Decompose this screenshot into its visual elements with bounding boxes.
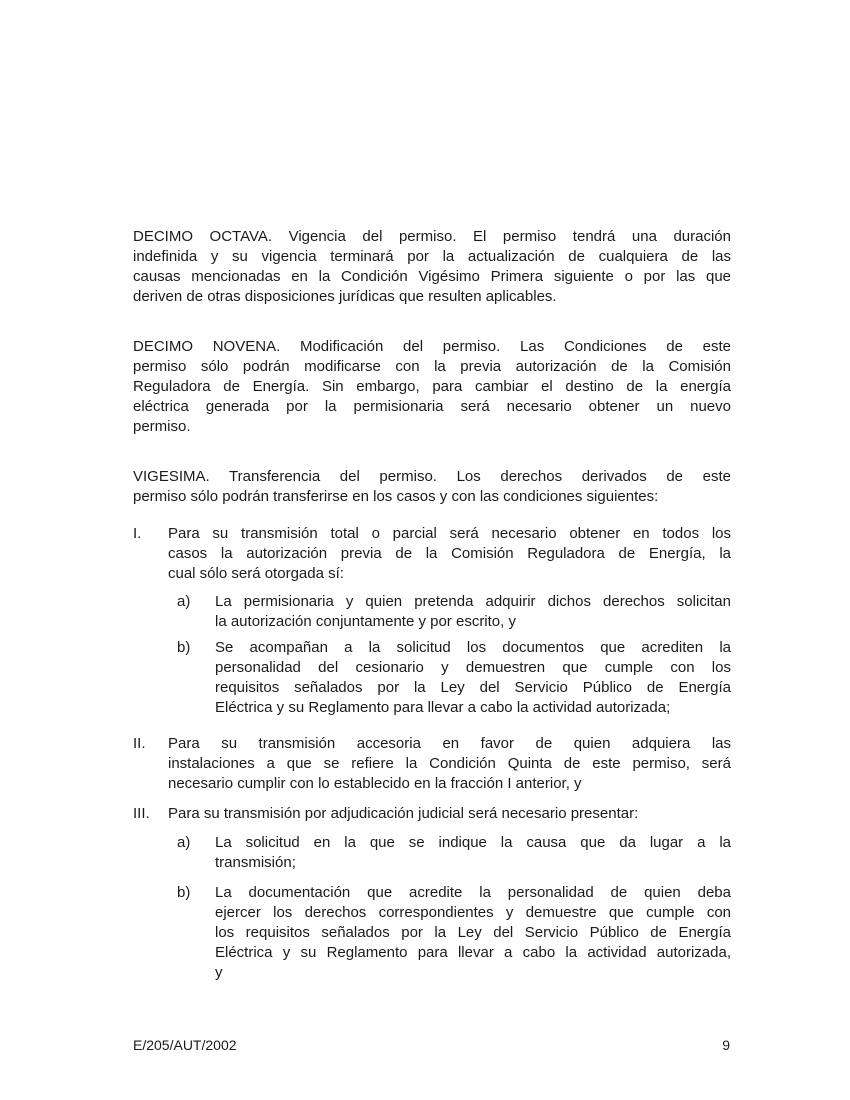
list-item-text — [215, 592, 731, 632]
footer-doc-number: E/205/AUT/2002 — [133, 1037, 237, 1053]
text-line: personalidad del cesionario y demuestren que cumple con los — [215, 659, 731, 676]
list-item-marker: I. — [133, 525, 142, 542]
list-item-text — [168, 524, 731, 584]
text-line: permiso. — [133, 418, 191, 435]
text-line: Para su transmisión total o parcial será necesario obtener en todos los — [168, 525, 731, 542]
text-line: La solicitud en la que se indique la causa que da lugar a la — [215, 834, 731, 851]
paragraph-clause-decimo-octava — [133, 227, 731, 307]
list-item-text — [215, 638, 731, 718]
text-line: DECIMO NOVENA. Modificación del permiso. Las Condiciones de este — [133, 338, 731, 355]
text-line: La permisionaria y quien pretenda adquirir dichos derechos solicitan — [215, 593, 731, 610]
list-item-II — [133, 734, 731, 794]
paragraph-clause-decimo-novena — [133, 337, 731, 437]
list-item-I-a — [177, 592, 731, 632]
text-line: casos la autorización previa de la Comisión Reguladora de Energía, la — [168, 545, 731, 562]
text-line: eléctrica generada por la permisionaria será necesario obtener un nuevo — [133, 398, 731, 415]
list-item-marker: b) — [177, 639, 191, 656]
text-line: cual sólo será otorgada sí: — [168, 565, 344, 582]
text-line: causas mencionadas en la Condición Vigésimo Primera siguiente o por las que — [133, 268, 731, 285]
list-item-I-b — [177, 638, 731, 718]
text-line: y — [215, 964, 223, 981]
text-line: VIGESIMA. Transferencia del permiso. Los derechos derivados de este — [133, 468, 731, 485]
text-line: permiso sólo podrán transferirse en los casos y con las condiciones siguientes: — [133, 488, 659, 505]
text-line: Reguladora de Energía. Sin embargo, para cambiar el destino de la energía — [133, 378, 731, 395]
document-content — [133, 0, 731, 983]
text-line: ejercer los derechos correspondientes y demuestre que cumple con — [215, 904, 731, 921]
list-item-text — [215, 833, 731, 873]
paragraph-clause-vigesima — [133, 467, 731, 507]
list-item-text — [168, 804, 731, 824]
text-line: Para su transmisión por adjudicación judicial será necesario presentar: — [168, 805, 639, 822]
text-line: la autorización conjuntamente y por escrito, y — [215, 613, 516, 630]
text-line: DECIMO OCTAVA. Vigencia del permiso. El permiso tendrá una duración — [133, 228, 731, 245]
text-line: Eléctrica y su Reglamento para llevar a cabo la actividad autorizada; — [215, 699, 671, 716]
list-item-marker: b) — [177, 884, 191, 901]
text-line: deriven de otras disposiciones jurídicas que resulten aplicables. — [133, 288, 557, 305]
text-line: Para su transmisión accesoria en favor de quien adquiera las — [168, 735, 731, 752]
text-line: requisitos señalados por la Ley del Servicio Público de Energía — [215, 679, 731, 696]
text-line: instalaciones a que se refiere la Condición Quinta de este permiso, será — [168, 755, 731, 772]
list-item-text — [168, 734, 731, 794]
text-line: permiso sólo podrán modificarse con la previa autorización de la Comisión — [133, 358, 731, 375]
text-line: Se acompañan a la solicitud los documentos que acrediten la — [215, 639, 731, 656]
text-line: Eléctrica y su Reglamento para llevar a cabo la actividad autorizada, — [215, 944, 731, 961]
list-item-marker: III. — [133, 805, 150, 822]
list-item-marker: a) — [177, 593, 191, 610]
list-item-I — [133, 524, 731, 584]
text-line: los requisitos señalados por la Ley del Servicio Público de Energía — [215, 924, 731, 941]
list-item-III-a — [177, 833, 731, 873]
text-line: indefinida y su vigencia terminará por la actualización de cualquiera de las — [133, 248, 731, 265]
text-line: La documentación que acredite la personalidad de quien deba — [215, 884, 731, 901]
text-line: necesario cumplir con lo establecido en la fracción I anterior, y — [168, 775, 582, 792]
page-footer — [133, 1036, 730, 1054]
list-item-III — [133, 804, 731, 824]
list-item-marker: II. — [133, 735, 146, 752]
footer-page-number: 9 — [722, 1037, 730, 1053]
list-item-marker: a) — [177, 834, 191, 851]
list-item-text — [215, 883, 731, 983]
text-line: transmisión; — [215, 854, 296, 871]
list-item-III-b — [177, 883, 731, 983]
